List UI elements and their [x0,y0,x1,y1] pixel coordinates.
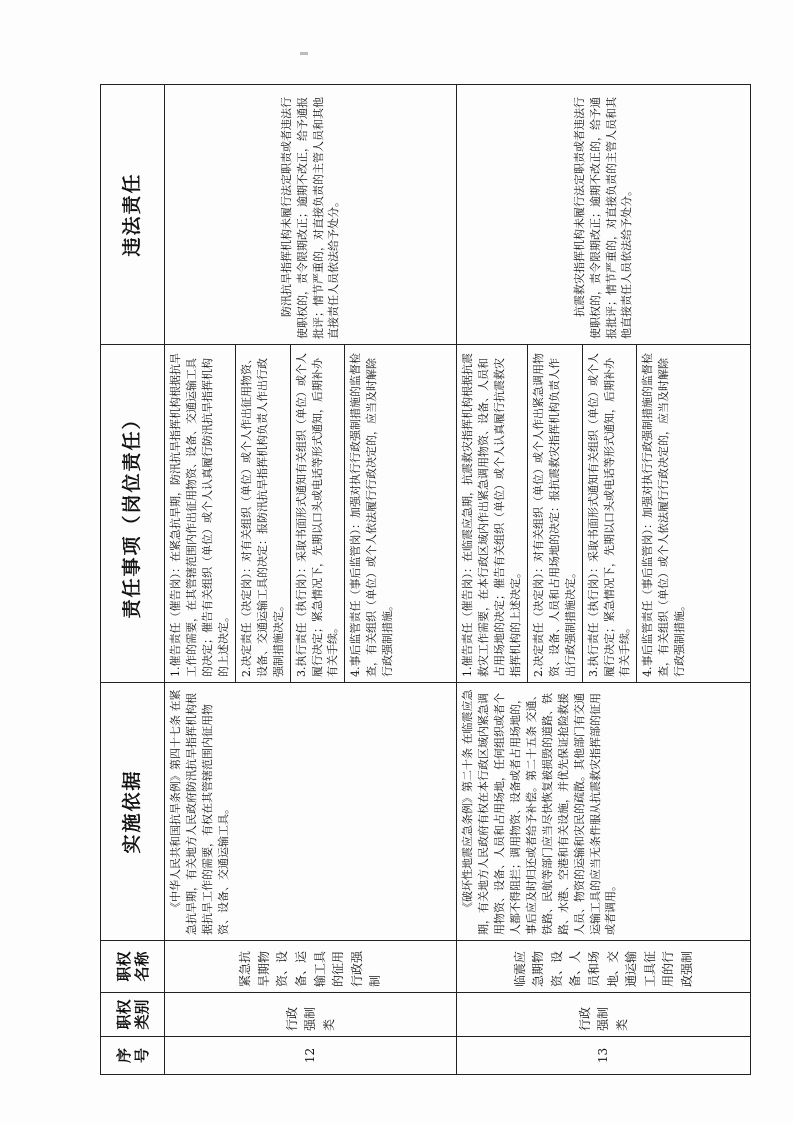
row-duties [457,345,751,683]
row-seq: 13 [457,1037,751,1075]
row-liability: 抗震救灾指挥机构未履行法定职责或者违法行使职权的，责令限期改正；逾期不改正的，给予通报批评；情节严重的，对直接负责的主管人员和其他直接责任人员依法给予处分。 [457,85,751,345]
duty-item: 4.事后监管责任（事后监管岗）：加强对执行行政强制措施的监督检查，有关组织（单位）或个人依法履行行政决定的，应当及时解除行政强制措施。 [641,353,687,677]
duty-item: 4.事后监管责任（事后监管岗）：加强对执行行政强制措施的监督检查，有关组织（单位）或个人依法履行行政决定的，应当及时解除行政强制措施。 [349,353,395,677]
header-row [101,85,165,1075]
header-duties: 责任事项（岗位责任） [101,345,165,683]
duty-item: 2.决定责任（决定岗）：对有关组织（单位）或个人作出紧急调用物资、设备、人员和占用场地的决定：报抗震救灾指挥机构负责人作出行政强制措施决定。 [528,345,583,682]
row-basis: 《中华人民共和国抗旱条例》第四十七条 在紧急抗旱期，有关地方人民政府防汛抗旱指挥机构根据抗旱工作的需要，有权在其管辖范围内征用物资、设备、交通运输工具。 [165,683,457,941]
scan-mark [300,52,308,55]
row-basis: 《破坏性地震应急条例》第二十条 在临震应急期，有关地方人民政府有权在本行政区域内紧急调用物资、设备、人员和占用场地，任何组织或者个人都不得阻拦；调用物资、设备或者占用场地的，事后应及时归还或者给予补偿。第二十五条 交通、铁路、民航等部门应当尽快恢复被损毁的道路、铁路、水港、空港和有关设施，并优先保证抢险救援人员、物资的运输和灾民的疏散。其他部门有交通运输工具的应当无条件服从抗震救灾指挥部的征用或者调用。 [457,683,751,941]
header-basis: 实施依据 [101,683,165,941]
row-name: 紧急抗旱期物资、设备、运输工具的征用行政强制 [165,941,457,993]
responsibility-table [100,84,751,1075]
row-liability: 防汛抗旱指挥机构未履行法定职责或者违法行使职权的，责令限期改正；逾期不改正，给予通报批评；情节严重的，对直接负责的主管人员和其他直接责任人员依法给予处分。 [165,85,457,345]
header-name: 职权名称 [101,941,165,993]
duty-item: 2.决定责任（决定岗）：对有关组织（单位）或个人作出征用物资、设备、交通运输工具的决定：报防汛抗旱指挥机构负责人作出行政强制措施决定。 [236,345,291,682]
row-duties [165,345,457,683]
row-category: 行政强制类 [165,993,457,1037]
duty-item: 1.催告责任（催告岗）：在紧急抗旱期，防汛抗旱指挥机构根据抗旱工作的需要，在其管辖范围内作出征用物资、设备、交通运输工具的决定；催告有关组织（单位）或个人认真履行防汛抗旱指挥机构的上述决定。 [165,345,236,682]
header-category: 职权类别 [101,993,165,1037]
table-row [165,85,457,1075]
rotated-table-container [100,85,750,1075]
header-liability: 违法责任 [101,85,165,345]
table-row [457,85,751,1075]
row-category: 行政强制类 [457,993,751,1037]
header-seq: 序号 [101,1037,165,1075]
duty-item: 3.执行责任（执行岗）：采取书面形式通知有关组织（单位）或个人履行决定；紧急情况下，先期以口头或电话等形式通知，后期补办有关手续。 [583,345,638,682]
duty-item: 1.催告责任（催告岗）：在临震应急期，抗震救灾指挥机构根据抗震救灾工作需要，在本行政区域内作出紧急调用物资、设备、人员和占用场地的决定；催告有关组织（单位）或个人认真履行抗震救灾指挥机构的上述决定。 [457,345,528,682]
row-name: 临震应急期物资、设备、人员和场地、交通运输工具征用的行政强制 [457,941,751,993]
duty-item: 3.执行责任（执行岗）：采取书面形式通知有关组织（单位）或个人履行决定；紧急情况下，先期以口头或电话等形式通知，后期补办有关手续。 [291,345,346,682]
row-seq: 12 [165,1037,457,1075]
